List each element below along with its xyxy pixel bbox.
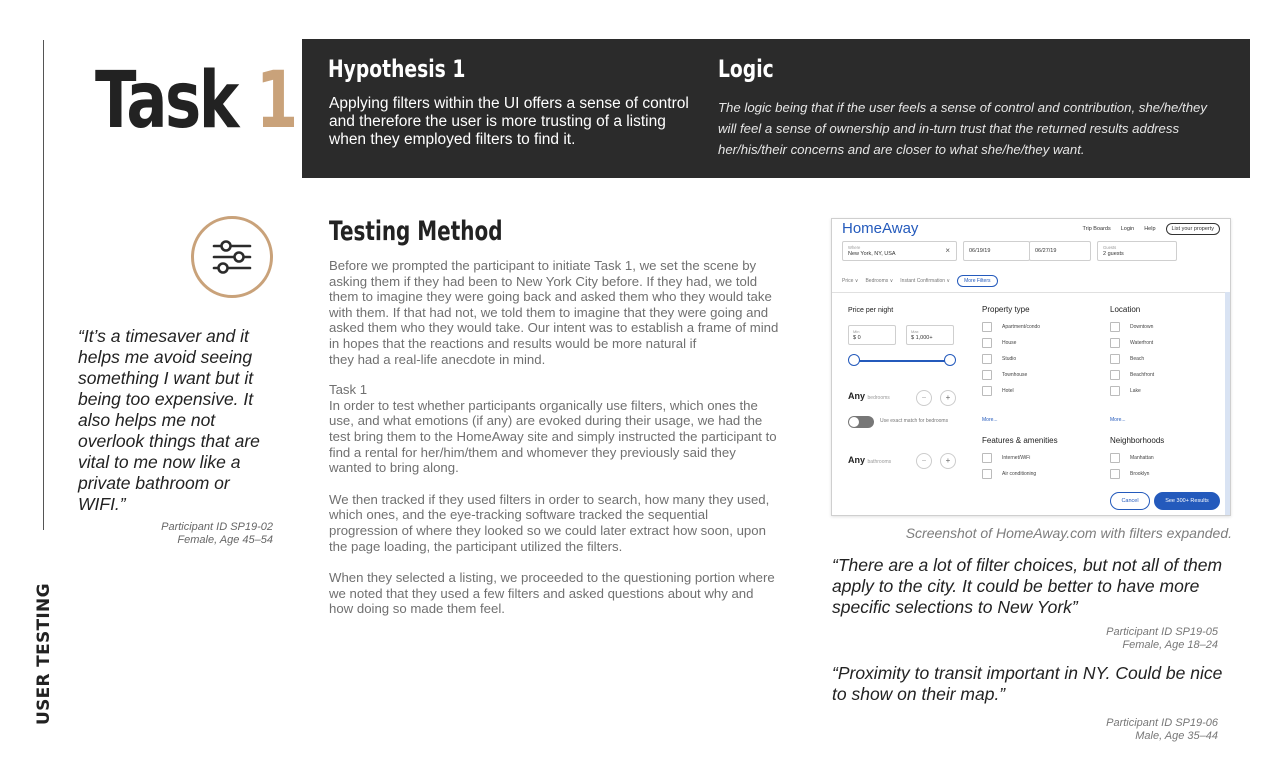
guests-value: 2 guests: [1103, 251, 1124, 257]
more-filters-chip: More Filters: [957, 275, 997, 287]
participant-id: Participant ID SP19-06: [1106, 717, 1218, 729]
participant-demographic: Female, Age 45–54: [177, 534, 273, 546]
checkin-value: 06/19/19: [969, 248, 991, 254]
where-value: New York, NY, USA: [848, 251, 896, 257]
method-intro: Before we prompted the participant to initiate Task 1, we set the scene by asking them if they had been to New York City before. If they had, we told them to imagine they were going back and asked them who they would take with them. If that had not, we told them to imagine that they were going and asked them who they would take. Our intent was to establish a frame of mind in hopes that the reactions and results would be more natural if: [329, 258, 779, 351]
screenshot-caption: Screenshot of HomeAway.com with filters expanded.: [905, 525, 1232, 541]
features-title: Features & amenities: [982, 436, 1058, 445]
max-price-box: [906, 325, 954, 345]
property-type-option: [982, 386, 1014, 396]
option-label: Downtown: [1130, 324, 1154, 330]
option-label: Waterfront: [1130, 340, 1154, 346]
map-edge: [1225, 292, 1230, 515]
nav-login: Login: [1120, 226, 1135, 232]
bedrooms-any: [848, 391, 890, 401]
option-label: Studio: [1002, 356, 1017, 362]
option-label: Manhattan: [1130, 455, 1154, 461]
questioning-paragraph: When they selected a listing, we proceeded to the questioning portion where we noted that they used a few filters and asked questions about why and how doing so made them feel.: [329, 570, 775, 617]
location-option: [1110, 322, 1153, 332]
sliders-filter-icon: [191, 216, 273, 298]
task-title: [95, 56, 296, 146]
bathrooms-any-value: Any: [848, 455, 866, 465]
neighborhood-option: [1110, 469, 1149, 479]
bedrooms-plus: +: [940, 390, 956, 406]
location-title: Location: [1110, 305, 1141, 314]
filter-chip-instant: Instant Confirmation ∨: [900, 278, 951, 284]
bedrooms-minus: −: [916, 390, 932, 406]
location-option: [1110, 354, 1144, 364]
bathrooms-label: bathrooms: [867, 459, 892, 465]
hypothesis-panel: [302, 39, 1250, 178]
homeaway-nav: [1082, 223, 1220, 235]
quote-attribution: [1106, 626, 1218, 652]
nav-trip-boards: Trip Boards: [1082, 226, 1111, 232]
price-slider-max-knob: [944, 354, 956, 366]
participant-id: Participant ID SP19-02: [161, 521, 273, 533]
checkout-field: [1029, 241, 1091, 261]
see-results-button: See 300+ Results: [1154, 492, 1220, 510]
method-intro-end: they had a real-life anecdote in mind.: [329, 351, 546, 367]
checkout-value: 06/27/19: [1035, 248, 1057, 254]
guests-label: Guests: [1103, 245, 1117, 250]
option-label: Apartment/condo: [1002, 324, 1041, 330]
nav-help: Help: [1144, 226, 1156, 232]
min-label: Min: [853, 329, 860, 334]
bathrooms-minus: −: [916, 453, 932, 469]
task-word: Task: [95, 56, 238, 146]
participant-demographic: Female, Age 18–24: [1122, 639, 1218, 651]
option-label: Air conditioning: [1002, 471, 1037, 477]
location-option: [1110, 338, 1153, 348]
filter-chips-row: [842, 275, 998, 287]
panel-divider: [832, 292, 1230, 293]
hypothesis-text: Applying filters within the UI offers a sense of control and therefore the user is more trusting of a listing when they employed filters to find it.: [329, 95, 689, 148]
exact-match-label: Use exact match for bedrooms: [880, 418, 949, 424]
property-type-option: [982, 322, 1040, 332]
clear-icon: ×: [945, 246, 950, 255]
bathrooms-any: [848, 455, 891, 465]
quote-attribution: [1106, 717, 1218, 743]
option-label: Lake: [1130, 388, 1141, 394]
where-label: Where: [848, 245, 861, 250]
option-label: Brooklyn: [1130, 471, 1150, 477]
bedrooms-label: bedrooms: [867, 395, 890, 401]
cancel-button: Cancel: [1110, 492, 1150, 510]
option-label: House: [1002, 340, 1017, 346]
task-description: In order to test whether participants organically use filters, which ones the use, and what emotions (if any) are evoked during their usage, we had the test bring them to the HomeAway site and simply instructed the participant to find a rental for her/him/them and whomever they previously said they wanted to bring along.: [329, 397, 777, 476]
checkin-field: [963, 241, 1030, 261]
logic-title: Logic: [718, 55, 774, 83]
min-price-box: [848, 325, 896, 345]
participant-quote: “Proximity to transit important in NY. Could be nice to show on their map.”: [832, 663, 1223, 704]
property-type-option: [982, 354, 1016, 364]
property-type-option: [982, 338, 1016, 348]
bedrooms-any-value: Any: [848, 391, 866, 401]
where-field: [842, 241, 957, 261]
option-label: Internet/WiFi: [1002, 455, 1031, 461]
tracking-paragraph: We then tracked if they used filters in order to search, how many they used, which ones, and the eye-tracking software tracked the sequential progression of where they looked so we could later extract how soon, upon the page loading, the participant utilized the filters.: [329, 491, 770, 554]
participant-id: Participant ID SP19-05: [1106, 626, 1218, 638]
filter-chip-price: Price ∨: [842, 278, 859, 284]
vertical-divider: [43, 40, 44, 530]
quote-attribution: [161, 521, 273, 547]
section-label: USER TESTING: [34, 583, 54, 725]
property-type-title: Property type: [982, 305, 1030, 314]
bathrooms-plus: +: [940, 453, 956, 469]
exact-match-toggle: [848, 416, 874, 428]
participant-quote: “It’s a timesaver and it helps me avoid seeing something I want but it being too expensive. It also helps me not overlook things that are vital to me now like a private bathroom or WIFI.”: [78, 326, 260, 514]
feature-option: [982, 469, 1036, 479]
option-label: Beach: [1130, 356, 1145, 362]
homeaway-logo: HomeAway: [842, 220, 919, 237]
property-type-more: More...: [982, 417, 998, 423]
task-number: 1: [255, 56, 296, 146]
participant-quote: “There are a lot of filter choices, but not all of them apply to the city. It could be better to have more specific selections to New York”: [832, 555, 1223, 617]
location-more: More...: [1110, 417, 1126, 423]
hypothesis-title: Hypothesis 1: [328, 55, 466, 83]
option-label: Townhouse: [1002, 372, 1028, 378]
feature-option: [982, 453, 1030, 463]
testing-method-body: [329, 258, 779, 617]
testing-method-title: Testing Method: [329, 216, 503, 247]
max-value: $ 1,000+: [911, 335, 933, 341]
homeaway-screenshot: [831, 218, 1231, 516]
nav-list-property: List your property: [1166, 223, 1221, 235]
logic-text: The logic being that if the user feels a sense of control and contribution, she/he/they will feel a sense of ownership and in-turn trust that the returned results address her/his/their concerns and are closer to what she/he/they want.: [718, 100, 1207, 157]
neighborhood-option: [1110, 453, 1154, 463]
participant-demographic: Male, Age 35–44: [1135, 730, 1218, 742]
location-option: [1110, 386, 1141, 396]
task-label: Task 1: [329, 382, 368, 398]
max-label: Max: [911, 329, 919, 334]
neighborhoods-title: Neighborhoods: [1110, 436, 1165, 445]
min-value: $ 0: [853, 335, 861, 341]
filter-chip-bedrooms: Bedrooms ∨: [865, 278, 894, 284]
option-label: Hotel: [1002, 388, 1014, 394]
guests-field: [1097, 241, 1177, 261]
property-type-option: [982, 370, 1027, 380]
option-label: Beachfront: [1130, 372, 1155, 378]
location-option: [1110, 370, 1154, 380]
price-slider-min-knob: [848, 354, 860, 366]
price-title: Price per night: [848, 307, 894, 314]
price-slider-track: [854, 360, 950, 362]
